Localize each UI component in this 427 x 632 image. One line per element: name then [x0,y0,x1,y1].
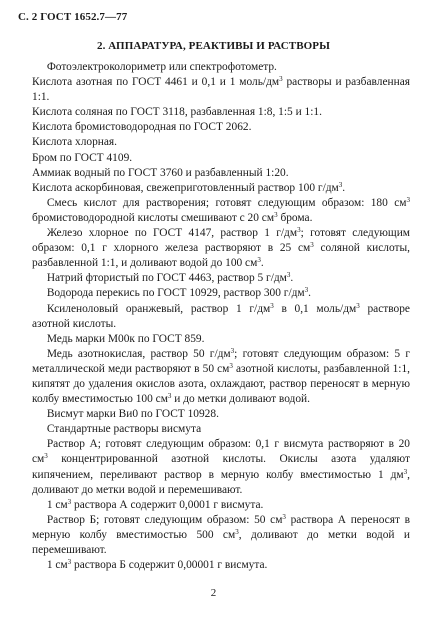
paragraph: Кислота азотная по ГОСТ 4461 и 0,1 и 1 моль/$дм^3$ растворы и разбавленная 1:1. [32,75,410,104]
paragraph: Кислота хлорная. [32,136,118,149]
paragraph: Натрий фтористый по ГОСТ 4463, раствор 5 $г/дм^3$. [46,271,294,285]
paragraph: Бром по ГОСТ 4109. [32,151,133,164]
document-body [32,60,410,573]
paragraph: Водорода перекись по ГОСТ 10929, раствор 300 $г/дм^3$. [46,286,312,300]
paragraph: Висмут марки Ви0 по ГОСТ 10928. [46,408,219,421]
paragraph: Ксиленоловый оранжевый, раствор 1 $г/дм^3$ в 0,1 моль/$дм^3$ растворе азотной кислоты. [32,301,410,330]
page-number: 2 [210,587,217,599]
paragraph: Кислота аскорбиновая, свежеприготовленный раствор 100 $г/дм^3$. [32,180,346,194]
paragraph: Железо хлорное по ГОСТ 4147, раствор 1 $г/дм^3$; готовят следующим образом: 0,1 г хлорного железа растворяют в 25 $см^3$ соляной кислоты, разбавленной 1:1, и доливают водой до 100 $см^3$. [32,226,411,270]
paragraph: Раствор А; готовят следующим образом: 0,1 г висмута растворяют в 20 $см^3$ концентрированной азотной кислоты. Окислы азота удаляют кипячением, переливают раствор в мерную колбу вместимостью 1 $дм^3$, доливают до метки водой и перемешивают. [32,438,410,496]
paragraph: 1 $см^3$ раствора А содержит 0,0001 г висмута. [46,497,264,511]
paragraph: Кислота бромистоводородная по ГОСТ 2062. [32,121,252,134]
paragraph: Стандартные растворы висмута [46,423,202,436]
paragraph: Медь азотнокислая, раствор 50 $г/дм^3$; готовят следующим образом: 5 г металлической меди растворяют в 50 $см^3$ азотной кислоты, разбавленной 1:1, кипятят до удаления окислов азота, охлаждают, раствор переносят в мерную колбу вместимостью 100 $см^3$ и до метки доливают водой. [32,346,411,406]
page-header: С. 2 ГОСТ 1652.7—77 [18,11,128,23]
paragraph: Раствор Б; готовят следующим образом: 50 $см^3$ раствора А переносят в мерную колбу вместимостью 500 $см^3$, доливают до метки водой и перемешивают. [32,512,410,556]
paragraph: Смесь кислот для растворения; готовят следующим образом: 180 $см^3$ бромистоводородной кислоты смешивают с 20 $см^3$ брома. [32,195,410,224]
section-title: 2. АППАРАТУРА, РЕАКТИВЫ И РАСТВОРЫ [96,40,331,52]
paragraph: 1 $см^3$ раствора Б содержит 0,00001 г висмута. [46,558,268,572]
paragraph: Медь марки М00к по ГОСТ 859. [46,332,205,345]
paragraph: Кислота соляная по ГОСТ 3118, разбавленная 1:8, 1:5 и 1:1. [32,106,322,119]
paragraph: Фотоэлектроколориметр или спектрофотометр. [46,61,277,73]
paragraph: Аммиак водный по ГОСТ 3760 и разбавленный 1:20. [32,166,289,179]
